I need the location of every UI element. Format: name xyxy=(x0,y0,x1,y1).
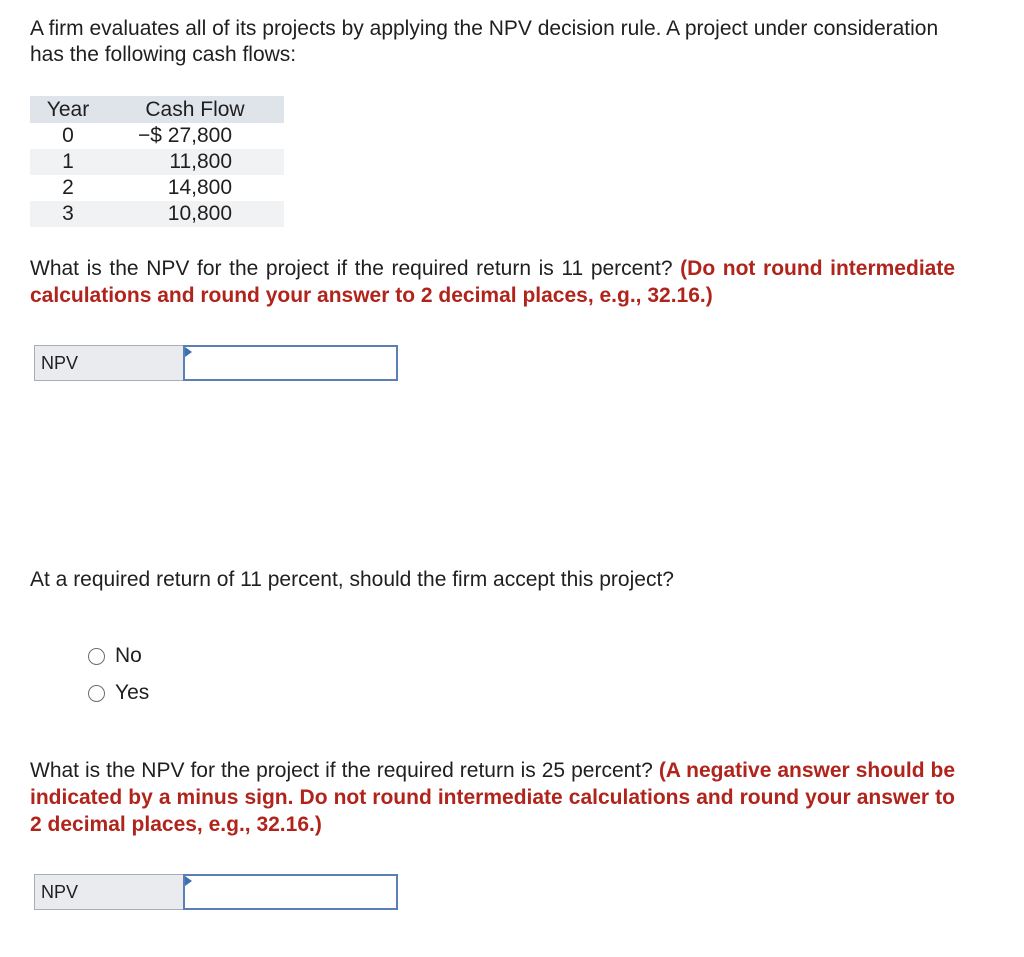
question-npv-11 xyxy=(30,255,955,309)
npv-input-11[interactable] xyxy=(183,345,398,381)
radio-button-icon[interactable] xyxy=(88,685,105,702)
year-cell: 0 xyxy=(62,124,74,147)
year-cell: 1 xyxy=(30,149,106,175)
question-accept xyxy=(30,566,955,593)
npv-answer-row-25 xyxy=(34,874,386,910)
radio-label: Yes xyxy=(115,681,150,704)
cash-flow-cell: 11,800 xyxy=(106,149,284,175)
radio-button-icon[interactable] xyxy=(88,648,105,665)
year-cell: 2 xyxy=(62,176,74,199)
radio-label: No xyxy=(115,644,142,667)
problem-intro: A firm evaluates all of its projects by applying the NPV decision rule. A project under consideration has the following cash flows: xyxy=(30,17,939,66)
npv-input-25[interactable] xyxy=(183,874,398,910)
question-npv-25 xyxy=(30,757,955,838)
radio-option-yes[interactable] xyxy=(88,680,149,706)
input-marker-icon xyxy=(185,876,192,886)
question-hint: (Do not round intermediate calculations and round your answer to 2 decimal places, e.g., 32.16.) xyxy=(30,257,956,307)
table-row xyxy=(30,201,284,227)
radio-option-no[interactable] xyxy=(88,643,142,669)
input-marker-icon xyxy=(185,347,192,357)
year-header: Year xyxy=(30,96,106,123)
cash-flow-table xyxy=(30,96,284,227)
table-header-row xyxy=(30,96,284,123)
cash-flow-cell: −$ 27,800 xyxy=(137,124,232,147)
npv-answer-row-11 xyxy=(34,345,386,381)
question-hint: (A negative answer should be indicated by a minus sign. Do not round intermediate calculations and round your answer to 2 decimal places, e.g., 32.16.) xyxy=(30,759,955,836)
table-row xyxy=(30,149,284,175)
cash-flow-cell: 10,800 xyxy=(106,201,284,227)
question-text: At a required return of 11 percent, should the firm accept this project? xyxy=(30,568,674,591)
year-cell: 3 xyxy=(30,201,106,227)
cash-flow-header: Cash Flow xyxy=(106,96,284,123)
question-text: What is the NPV for the project if the required return is 25 percent? xyxy=(30,759,653,782)
question-text: What is the NPV for the project if the required return is 11 percent? xyxy=(30,257,673,280)
table-row xyxy=(30,123,284,149)
npv-label: NPV xyxy=(34,874,191,910)
cash-flow-cell: 14,800 xyxy=(167,176,232,199)
table-row xyxy=(30,175,284,201)
npv-label: NPV xyxy=(34,345,191,381)
